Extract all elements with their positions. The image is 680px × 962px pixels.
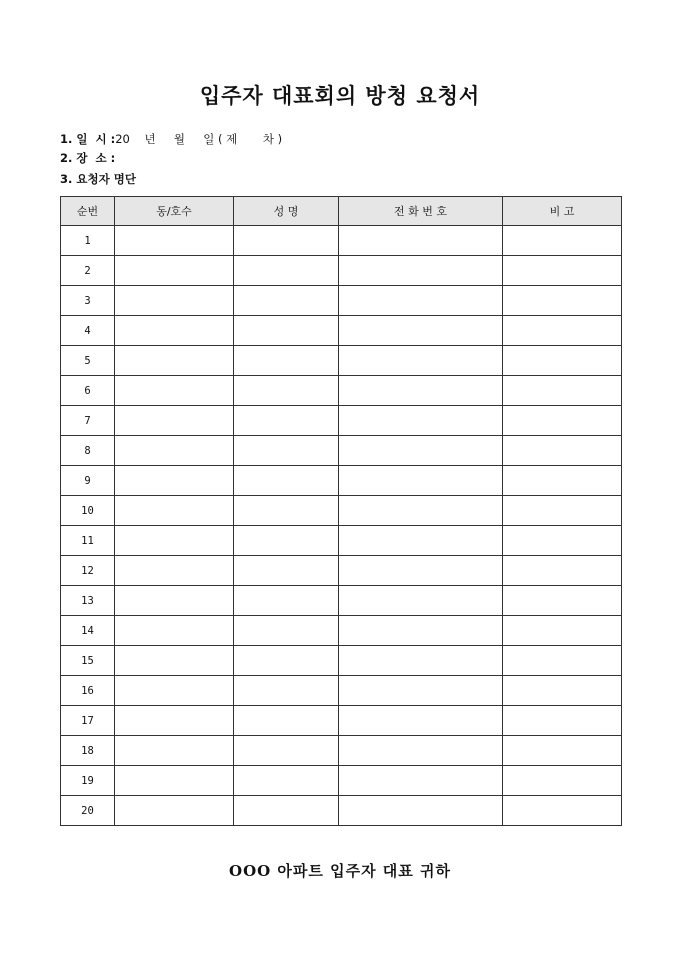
phone-cell[interactable]	[339, 676, 503, 706]
table-row	[61, 796, 622, 826]
unit-cell[interactable]	[115, 736, 234, 766]
table-body	[61, 226, 622, 826]
table-row	[61, 496, 622, 526]
remarks-cell[interactable]	[503, 586, 622, 616]
unit-cell[interactable]	[115, 406, 234, 436]
name-cell[interactable]	[234, 766, 339, 796]
phone-cell[interactable]	[339, 496, 503, 526]
phone-cell[interactable]	[339, 376, 503, 406]
phone-cell[interactable]	[339, 466, 503, 496]
row-number: 11	[61, 526, 115, 556]
name-cell[interactable]	[234, 466, 339, 496]
row-number: 7	[61, 406, 115, 436]
remarks-cell[interactable]	[503, 556, 622, 586]
row-number: 15	[61, 646, 115, 676]
table-row	[61, 766, 622, 796]
row-number: 2	[61, 256, 115, 286]
table-row	[61, 616, 622, 646]
remarks-cell[interactable]	[503, 496, 622, 526]
remarks-cell[interactable]	[503, 256, 622, 286]
unit-cell[interactable]	[115, 556, 234, 586]
header-row	[61, 197, 622, 226]
requester-table	[60, 196, 622, 826]
row-number: 19	[61, 766, 115, 796]
row-number: 10	[61, 496, 115, 526]
unit-cell[interactable]	[115, 466, 234, 496]
remarks-cell[interactable]	[503, 766, 622, 796]
table-row	[61, 346, 622, 376]
phone-cell[interactable]	[339, 256, 503, 286]
remarks-cell[interactable]	[503, 796, 622, 826]
name-cell[interactable]	[234, 226, 339, 256]
name-cell[interactable]	[234, 586, 339, 616]
unit-cell[interactable]	[115, 676, 234, 706]
phone-cell[interactable]	[339, 406, 503, 436]
remarks-cell[interactable]	[503, 286, 622, 316]
table-row	[61, 736, 622, 766]
row-number: 16	[61, 676, 115, 706]
remarks-cell[interactable]	[503, 526, 622, 556]
place-label: 2. 장 소 :	[60, 151, 116, 165]
remarks-cell[interactable]	[503, 736, 622, 766]
name-cell[interactable]	[234, 286, 339, 316]
name-cell[interactable]	[234, 346, 339, 376]
table-row	[61, 406, 622, 436]
col-header-seq: 순번	[61, 197, 115, 226]
remarks-cell[interactable]	[503, 226, 622, 256]
row-number: 5	[61, 346, 115, 376]
datetime-value: 20 년 월 일 ( 제 차 )	[115, 132, 283, 146]
row-number: 20	[61, 796, 115, 826]
name-cell[interactable]	[234, 376, 339, 406]
phone-cell[interactable]	[339, 346, 503, 376]
unit-cell[interactable]	[115, 706, 234, 736]
phone-cell[interactable]	[339, 526, 503, 556]
table-row	[61, 586, 622, 616]
unit-cell[interactable]	[115, 436, 234, 466]
unit-cell[interactable]	[115, 376, 234, 406]
table-row	[61, 316, 622, 346]
datetime-label: 1. 일 시 :	[60, 132, 116, 146]
row-number: 6	[61, 376, 115, 406]
footer-addressee: OOO 아파트 입주자 대표 귀하	[229, 862, 451, 880]
table-row	[61, 466, 622, 496]
requester-list-label: 3. 요청자 명단	[60, 172, 136, 186]
table-row	[61, 376, 622, 406]
unit-cell[interactable]	[115, 226, 234, 256]
table-row	[61, 676, 622, 706]
remarks-cell[interactable]	[503, 346, 622, 376]
phone-cell[interactable]	[339, 616, 503, 646]
name-cell[interactable]	[234, 646, 339, 676]
remarks-cell[interactable]	[503, 706, 622, 736]
unit-cell[interactable]	[115, 526, 234, 556]
table-row	[61, 226, 622, 256]
place-line	[60, 151, 115, 165]
name-cell[interactable]	[234, 676, 339, 706]
datetime-line	[60, 132, 282, 146]
phone-cell[interactable]	[339, 586, 503, 616]
row-number: 18	[61, 736, 115, 766]
phone-cell[interactable]	[339, 736, 503, 766]
name-cell[interactable]	[234, 316, 339, 346]
unit-cell[interactable]	[115, 316, 234, 346]
row-number: 12	[61, 556, 115, 586]
name-cell[interactable]	[234, 256, 339, 286]
phone-cell[interactable]	[339, 766, 503, 796]
table-row	[61, 526, 622, 556]
phone-cell[interactable]	[339, 316, 503, 346]
table-row	[61, 646, 622, 676]
requester-list-line	[60, 172, 136, 186]
phone-cell[interactable]	[339, 646, 503, 676]
name-cell[interactable]	[234, 406, 339, 436]
remarks-cell[interactable]	[503, 316, 622, 346]
col-header-unit: 동/호수	[115, 197, 234, 226]
row-number: 14	[61, 616, 115, 646]
row-number: 13	[61, 586, 115, 616]
row-number: 8	[61, 436, 115, 466]
remarks-cell[interactable]	[503, 376, 622, 406]
col-header-remarks: 비 고	[503, 197, 622, 226]
remarks-cell[interactable]	[503, 676, 622, 706]
phone-cell[interactable]	[339, 556, 503, 586]
remarks-cell[interactable]	[503, 436, 622, 466]
phone-cell[interactable]	[339, 226, 503, 256]
remarks-cell[interactable]	[503, 616, 622, 646]
table-row	[61, 436, 622, 466]
name-cell[interactable]	[234, 796, 339, 826]
table-row	[61, 556, 622, 586]
row-number: 17	[61, 706, 115, 736]
name-cell[interactable]	[234, 526, 339, 556]
unit-cell[interactable]	[115, 586, 234, 616]
unit-cell[interactable]	[115, 646, 234, 676]
name-cell[interactable]	[234, 496, 339, 526]
table-row	[61, 286, 622, 316]
remarks-cell[interactable]	[503, 646, 622, 676]
row-number: 4	[61, 316, 115, 346]
document-title: 입주자 대표회의 방청 요청서	[199, 83, 481, 108]
row-number: 1	[61, 226, 115, 256]
unit-cell[interactable]	[115, 796, 234, 826]
name-cell[interactable]	[234, 616, 339, 646]
remarks-cell[interactable]	[503, 466, 622, 496]
row-number: 9	[61, 466, 115, 496]
unit-cell[interactable]	[115, 616, 234, 646]
table-row	[61, 256, 622, 286]
row-number: 3	[61, 286, 115, 316]
name-cell[interactable]	[234, 436, 339, 466]
phone-cell[interactable]	[339, 796, 503, 826]
unit-cell[interactable]	[115, 346, 234, 376]
phone-cell[interactable]	[339, 286, 503, 316]
table-row	[61, 706, 622, 736]
col-header-name: 성 명	[234, 197, 339, 226]
name-cell[interactable]	[234, 736, 339, 766]
unit-cell[interactable]	[115, 496, 234, 526]
unit-cell[interactable]	[115, 766, 234, 796]
name-cell[interactable]	[234, 706, 339, 736]
unit-cell[interactable]	[115, 286, 234, 316]
phone-cell[interactable]	[339, 436, 503, 466]
col-header-phone: 전 화 번 호	[339, 197, 503, 226]
phone-cell[interactable]	[339, 706, 503, 736]
name-cell[interactable]	[234, 556, 339, 586]
remarks-cell[interactable]	[503, 406, 622, 436]
unit-cell[interactable]	[115, 256, 234, 286]
